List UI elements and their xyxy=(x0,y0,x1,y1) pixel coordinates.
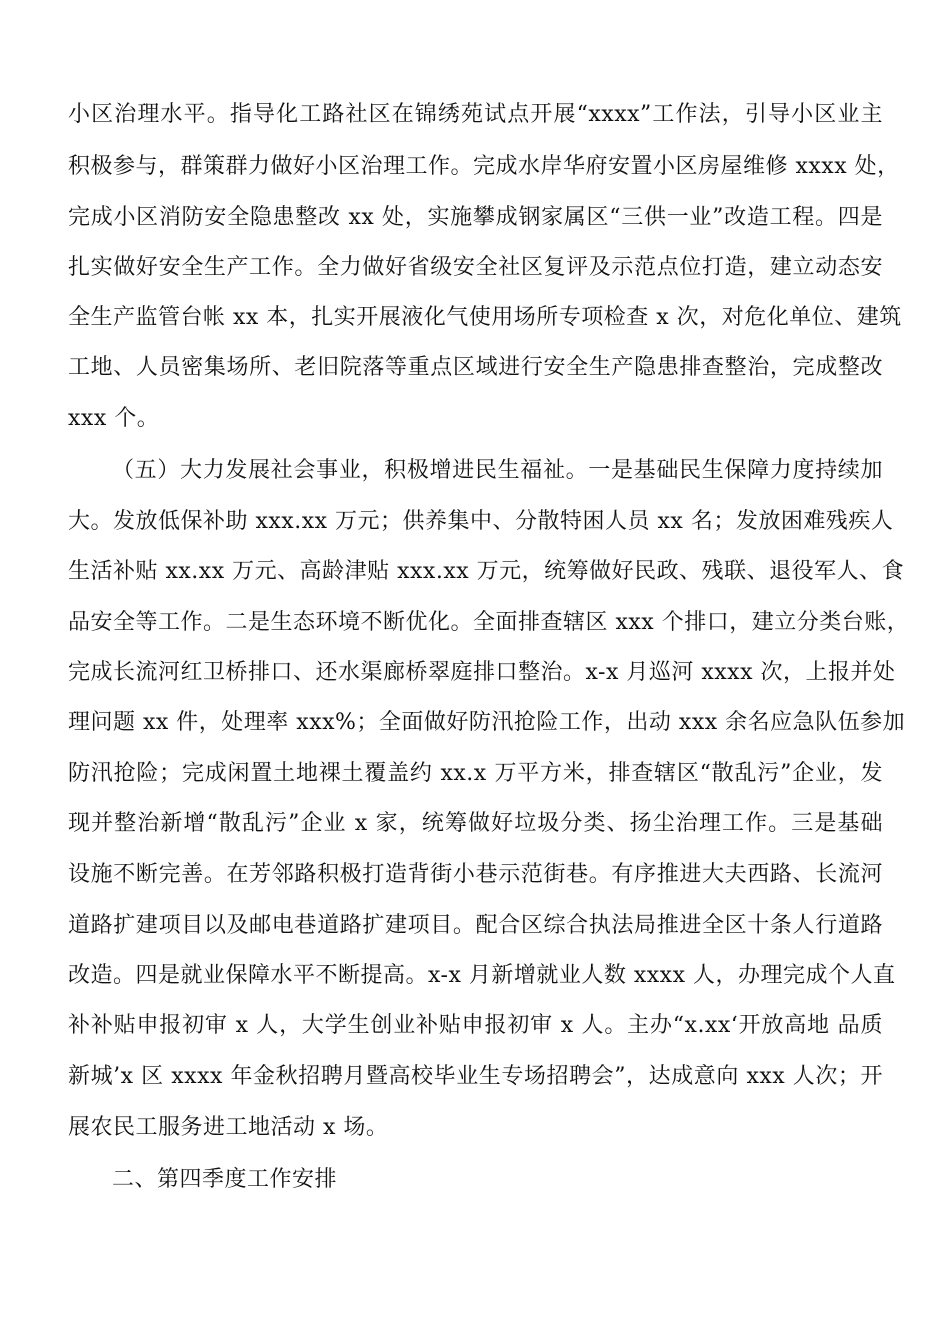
paragraph-1-line-4: 扎实做好安全生产工作。全力做好省级安全社区复评及示范点位打造，建立动态安 xyxy=(68,255,883,280)
paragraph-2-line-10: 道路扩建项目以及邮电巷道路扩建项目。配合区综合执法局推进全区十条人行道路 xyxy=(68,913,883,938)
paragraph-1-line-2: 积极参与，群策群力做好小区治理工作。完成水岸华府安置小区房屋维修 xxxx 处， xyxy=(68,154,900,179)
paragraph-1-line-1: 小区治理水平。指导化工路社区在锦绣苑试点开展“xxxx”工作法，引导小区业主 xyxy=(68,102,883,127)
paragraph-2-line-11: 改造。四是就业保障水平不断提高。x-x 月新增就业人数 xxxx 人，办理完成个人直 xyxy=(68,963,896,988)
paragraph-2-line-13: 新城’x 区 xxxx 年金秋招聘月暨高校毕业生专场招聘会”，达成意向 xxx 人次；开 xyxy=(68,1064,883,1089)
paragraph-2-line-9: 设施不断完善。在芳邻路积极打造背街小巷示范街巷。有序推进大夫西路、长流河 xyxy=(68,862,883,887)
paragraph-2-line-2: 大。发放低保补助 xxx.xx 万元；供养集中、分散特困人员 xx 名；发放困难残疾人 xyxy=(68,509,894,534)
paragraph-2-line-12: 补补贴申报初审 x 人，大学生创业补贴申报初审 x 人。主办“x.xx‘开放高地 品质 xyxy=(68,1013,883,1038)
paragraph-2-line-5: 完成长流河红卫桥排口、还水渠廊桥翠庭排口整治。x-x 月巡河 xxxx 次，上报并处 xyxy=(68,660,896,685)
paragraph-2-line-4: 品安全等工作。二是生态环境不断优化。全面排查辖区 xxx 个排口，建立分类台账， xyxy=(68,610,910,635)
paragraph-1-line-6: 工地、人员密集场所、老旧院落等重点区域进行安全生产隐患排查整治，完成整改 xyxy=(68,355,883,380)
paragraph-1-line-5: 全生产监管台帐 xx 本，扎实开展液化气使用场所专项检查 x 次，对危化单位、建筑 xyxy=(68,305,902,330)
paragraph-2-line-3: 生活补贴 xx.xx 万元、高龄津贴 xxx.xx 万元，统筹做好民政、残联、退役军人、食 xyxy=(68,559,905,584)
paragraph-1-line-7: xxx 个。 xyxy=(68,406,160,431)
paragraph-2-line-14: 展农民工服务进工地活动 x 场。 xyxy=(68,1115,389,1140)
paragraph-2-line-7: 防汛抢险；完成闲置土地裸土覆盖约 xx.x 万平方米，排查辖区“散乱污”企业，发 xyxy=(68,761,883,786)
section-heading: 二、第四季度工作安排 xyxy=(112,1167,338,1192)
paragraph-1-line-3: 完成小区消防安全隐患整改 xx 处，实施攀成钢家属区“三供一业”改造工程。四是 xyxy=(68,205,883,230)
paragraph-2-line-8: 现并整治新增“散乱污”企业 x 家，统筹做好垃圾分类、扬尘治理工作。三是基础 xyxy=(68,811,883,836)
paragraph-2-line-6: 理问题 xx 件，处理率 xxx%；全面做好防汛抢险工作，出动 xxx 余名应急队伍参加 xyxy=(68,710,906,735)
paragraph-2-line-1: （五）大力发展社会事业，积极增进民生福祉。一是基础民生保障力度持续加 xyxy=(112,458,883,483)
